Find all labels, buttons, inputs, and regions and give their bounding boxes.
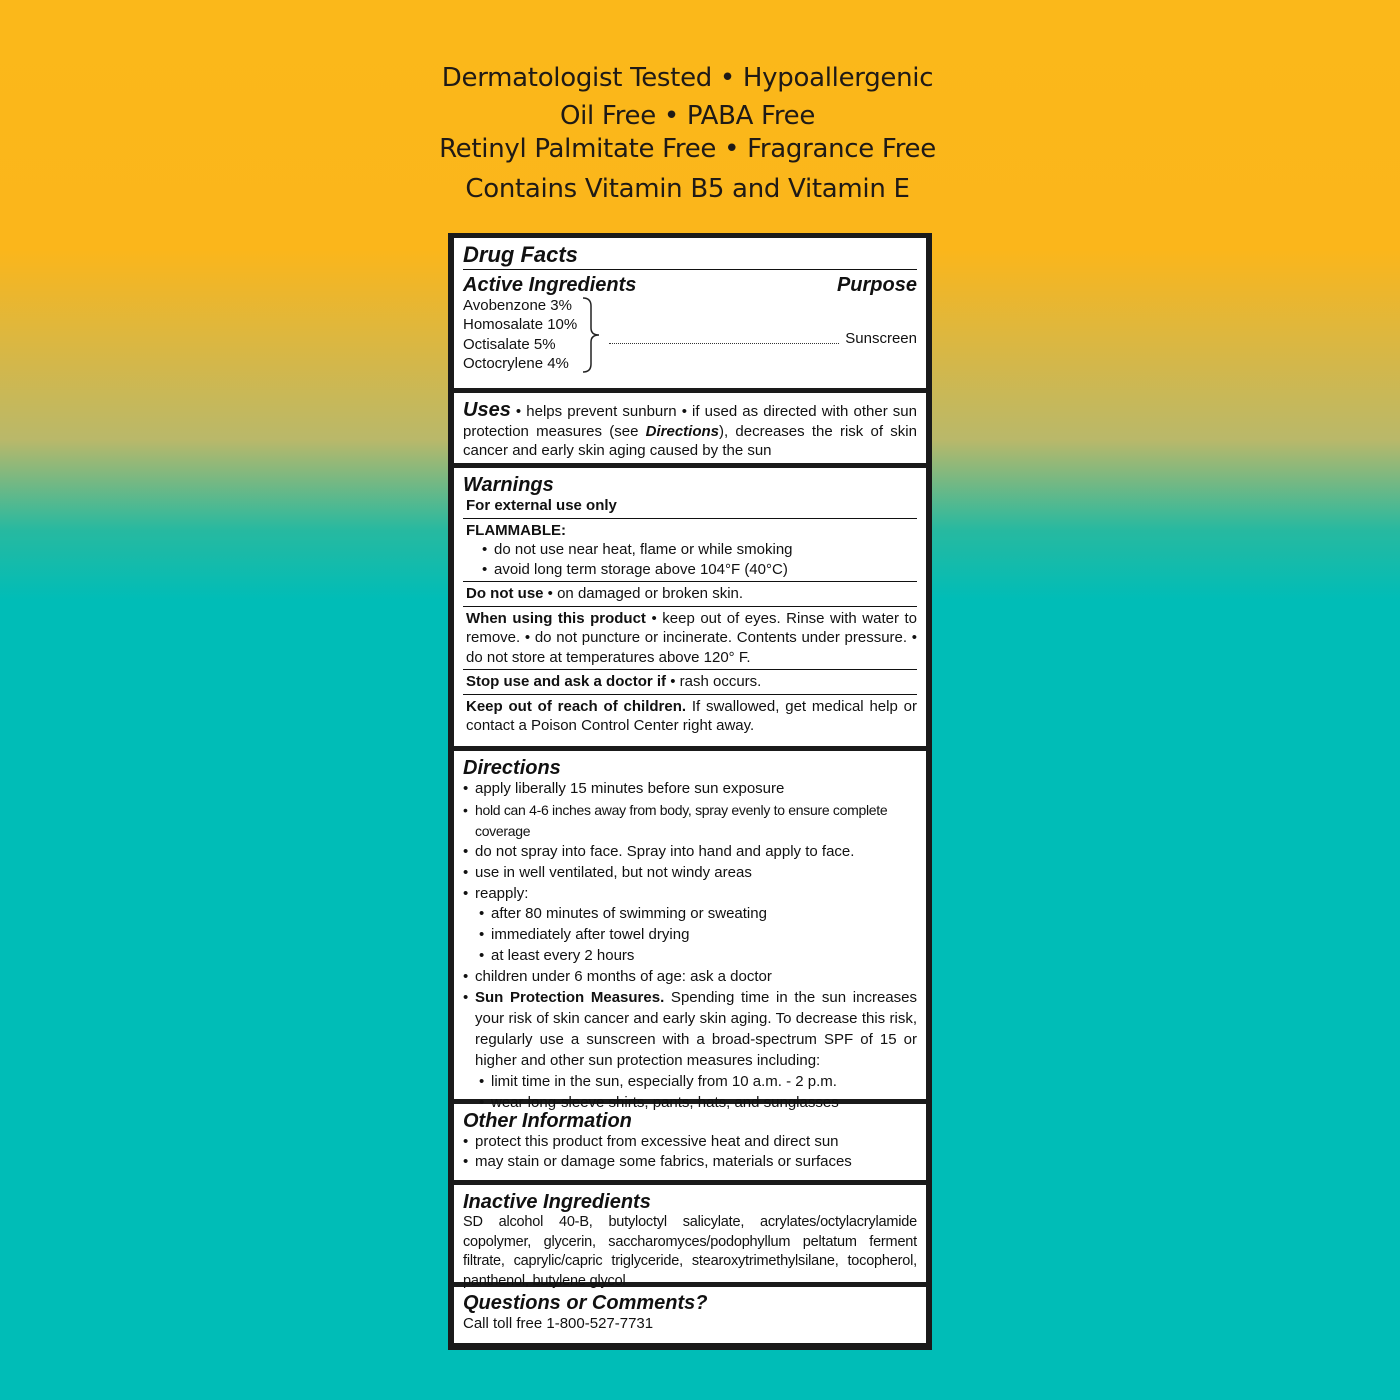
other-information-list <box>463 1132 917 1171</box>
directions-list-more <box>463 967 917 1072</box>
questions-heading: Questions or Comments? <box>463 1292 708 1314</box>
do-not-use-text: • on damaged or broken skin. <box>543 585 744 602</box>
active-ingredients-heading: Active Ingredients <box>463 273 637 296</box>
uses-text-end: ), decreases the risk of skin cancer and early skin aging caused by the sun <box>463 422 917 459</box>
ingredient-list <box>463 296 577 374</box>
uses-section <box>454 393 926 463</box>
purpose-heading: Purpose <box>836 273 917 296</box>
questions-section <box>454 1287 926 1343</box>
list-item: • children under 6 months of age: ask a doctor <box>463 967 917 988</box>
list-item: • do not use near heat, flame or while smoking <box>466 540 917 560</box>
warnings-heading: Warnings <box>463 474 554 496</box>
stop-use-text: • rash occurs. <box>666 673 762 690</box>
when-using <box>463 609 917 668</box>
ingredient-item: Octisalate 5% <box>463 335 556 353</box>
divider <box>463 694 917 695</box>
other-information-section <box>454 1104 926 1180</box>
list-item: • avoid long term storage above 104°F (40°C) <box>466 560 917 580</box>
when-using-label: When using this product <box>466 609 646 627</box>
ingredient-item: Homosalate 10% <box>463 316 578 333</box>
directions-heading: Directions <box>463 757 561 779</box>
spm-text: Spending time in the sun increases your risk of skin cancer and early skin aging. To decrease this risk, regularly use a sunscreen with a broad-spectrum SPF of 15 or higher and other sun protection measures including: <box>475 989 917 1069</box>
product-claims <box>400 62 975 206</box>
directions-list <box>463 779 917 904</box>
flammable-heading: FLAMMABLE: <box>466 521 566 539</box>
divider <box>463 581 917 582</box>
warnings-section <box>454 468 926 746</box>
list-item: • at least every 2 hours <box>479 946 917 967</box>
spm-label: Sun Protection Measures. <box>475 989 665 1007</box>
flammable-list <box>466 540 917 579</box>
list-item: • immediately after towel drying <box>479 925 917 946</box>
divider <box>463 518 917 519</box>
spm-list <box>479 1072 917 1114</box>
brace-icon <box>581 296 603 374</box>
purpose-value: Sunscreen <box>845 329 917 347</box>
phone-number: Call toll free 1-800-527-7731 <box>463 1315 654 1332</box>
list-item: • limit time in the sun, especially from 10 a.m. - 2 p.m. <box>479 1072 917 1093</box>
divider <box>463 669 917 670</box>
ingredient-item: Avobenzone 3% <box>463 296 572 314</box>
do-not-use-label: Do not use <box>466 585 544 602</box>
list-item: • hold can 4-6 inches away from body, spray evenly to ensure complete coverage <box>463 800 917 842</box>
external-use-note: For external use only <box>466 497 617 514</box>
keep-out-of-reach <box>463 697 917 736</box>
list-item: • after 80 minutes of swimming or sweating <box>479 904 917 925</box>
list-item: • protect this product from excessive heat and direct sun <box>463 1132 917 1152</box>
directions-reference: Directions <box>645 422 720 440</box>
stop-use <box>463 672 917 692</box>
inactive-ingredients-heading: Inactive Ingredients <box>463 1191 651 1213</box>
uses-text: • helps prevent sunburn • if used as directed with other sun protection measures (see <box>463 403 917 440</box>
inactive-ingredients-text: SD alcohol 40-B, butyloctyl salicylate, acrylates/octylacrylamide copolymer, glycerin, saccharomyces/podophyllum peltatum ferment filtrate, caprylic/capric triglyceride, stearoxytrimethylsilane, tocopherol, panthenol, butylene glycol <box>463 1214 917 1289</box>
claim-line: Dermatologist Tested • Hypoallergenic <box>441 63 934 93</box>
list-item: • do not spray into face. Spray into hand and apply to face. <box>463 842 917 863</box>
list-item: • reapply: <box>463 884 917 905</box>
sun-protection-measures <box>463 988 917 1072</box>
active-ingredients-section <box>454 238 926 388</box>
claim-line: Contains Vitamin B5 and Vitamin E <box>465 174 910 204</box>
other-information-heading: Other Information <box>463 1110 632 1132</box>
drug-facts-title: Drug Facts <box>463 242 578 267</box>
keep-out-label: Keep out of reach of children. <box>466 697 687 715</box>
stop-use-label: Stop use and ask a doctor if <box>466 673 667 690</box>
divider <box>463 606 917 607</box>
leader-dots <box>609 333 839 344</box>
reapply-list <box>479 904 917 967</box>
claim-line: Oil Free • PABA Free <box>559 101 816 131</box>
list-item: • apply liberally 15 minutes before sun exposure <box>463 779 917 800</box>
claim-line: Retinyl Palmitate Free • Fragrance Free <box>439 134 936 164</box>
directions-section <box>454 751 926 1111</box>
keep-out-text: If swallowed, get medical help or contact a Poison Control Center right away. <box>466 697 917 734</box>
inactive-ingredients-section <box>454 1185 926 1289</box>
list-item: • may stain or damage some fabrics, materials or surfaces <box>463 1152 917 1172</box>
uses-heading: Uses <box>463 399 511 421</box>
do-not-use <box>463 584 917 604</box>
list-item: • use in well ventilated, but not windy areas <box>463 863 917 884</box>
when-using-text: • keep out of eyes. Rinse with water to remove. • do not puncture or incinerate. Contents under pressure. • do not store at temperatures above 120° F. <box>466 609 917 666</box>
drug-facts-panel <box>448 233 932 1350</box>
ingredient-item: Octocrylene 4% <box>463 355 569 372</box>
list-item: • wear long-sleeve shirts, pants, hats, and sunglasses <box>479 1093 917 1114</box>
